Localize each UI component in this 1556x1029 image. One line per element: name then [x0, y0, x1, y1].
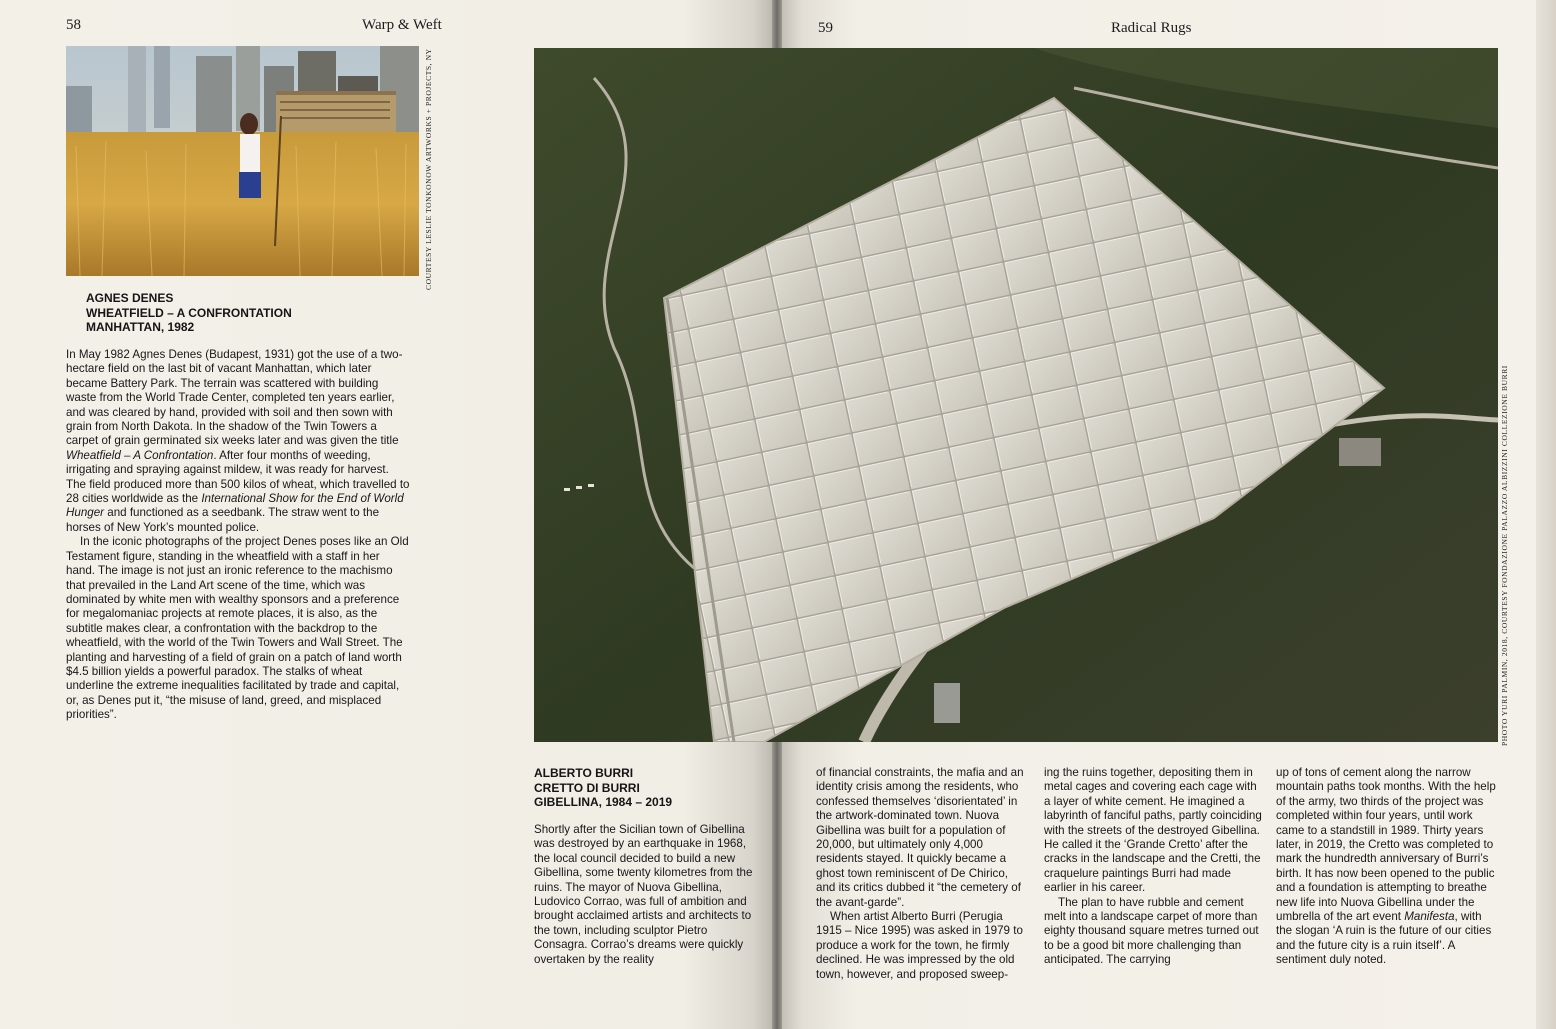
photo-credit: COURTESY LESLIE TONKONOW ARTWORKS + PROJECTS, NY	[424, 48, 433, 290]
page-number: 58	[66, 17, 81, 33]
running-head: Warp & Weft	[362, 17, 442, 33]
body-column-1	[534, 823, 756, 967]
caption-title: CRETTO DI BURRI	[534, 780, 640, 795]
next-page-edge	[1536, 0, 1556, 1029]
paragraph: The plan to have rubble and cement melt into a landscape carpet of more than eighty thousand square metres turned out to be a good bit more challenging than anticipated. The carrying	[1044, 895, 1259, 967]
photo-credit: PHOTO YURI PALMIN, 2018, COURTESY FONDAZIONE PALAZZO ALBIZZINI COLLEZIONE BURRI	[1500, 365, 1509, 746]
caption-artist: AGNES DENES	[86, 291, 174, 305]
running-head: Radical Rugs	[1111, 20, 1192, 36]
caption-artist: ALBERTO BURRI	[534, 766, 634, 780]
body-column-4	[1276, 766, 1498, 968]
body-column-3	[1044, 766, 1266, 968]
paragraph: up of tons of cement along the narrow mountain paths took months. With the help of the army, two thirds of the project was completed within four years, until work came to a standstill in 1989. Thirty years later, in 2019, the Cretto was completed to mark the hundredth anniversary of Burri’s birth. It has now been opened to the public and a foundation is attempting to breathe new life into Nuova Gibellina under the umbrella of the art event Manifesta, with the slogan ‘A ruin is the future of our cities and the future city is a ruin itself’. A sentiment duly noted.	[1276, 766, 1496, 967]
paragraph: In May 1982 Agnes Denes (Budapest, 1931) got the use of a two-hectare field on the last bit of vacant Manhattan, which later became Battery Park. The terrain was scattered with building waste from the World Trade Center, completed ten years earlier, and was cleared by hand, provided with soil and then sown with grain from North Dakota. In the shadow of the Twin Towers a carpet of grain germinated six weeks later and was given the title Wheatfield – A Confrontation. After four months of weeding, irrigating and spraying against mildew, it was ready for harvest. The field produced more than 500 kilos of wheat, which travelled to 28 cities worldwide as the International Show for the End of World Hunger and functioned as a seedbank. The straw went to the horses of New York’s mounted police.	[66, 348, 410, 534]
caption	[86, 291, 292, 335]
body-column-2	[816, 766, 1030, 982]
paragraph: of financial constraints, the mafia and an identity crisis among the residents, who confessed themselves ‘disorientated’ in the artwork-dominated town. Nuova Gibellina was built for a population of 20,000, but ultimately only 4,000 residents stayed. It quickly became a ghost town reminiscent of De Chirico, and its critics dubbed it “the cemetery of the avant-garde”.	[816, 766, 1024, 909]
caption-place-date: GIBELLINA, 1984 – 2019	[534, 795, 673, 809]
page-number: 59	[818, 20, 833, 36]
cretto-aerial-photo	[534, 48, 1498, 742]
caption-place-date: MANHATTAN, 1982	[86, 320, 195, 334]
paragraph: Shortly after the Sicilian town of Gibellina was destroyed by an earthquake in 1968, the local council decided to build a new Gibellina, some twenty kilometres from the ruins. The mayor of Nuova Gibellina, Ludovico Corrao, was full of ambition and brought acclaimed artists and architects to the town, including sculptor Pietro Consagra. Corrao’s dreams were quickly overtaken by the reality	[534, 823, 753, 966]
body-text	[66, 348, 410, 723]
caption-title: WHEATFIELD – A CONFRONTATION	[86, 305, 292, 320]
paragraph: In the iconic photographs of the project Denes poses like an Old Testament figure, standing in the wheatfield with a staff in her hand. The image is not just an ironic reference to the machismo that prevailed in the Land Art scene of the time, which was dominated by white men with wealthy sponsors and a preference for megalomaniac projects at remote places, it is also, as the subtitle makes clear, a confrontation with the backdrop to the wheatfield, with the world of the Twin Towers and Wall Street. The planting and harvesting of a field of grain on a patch of land worth $4.5 billion yields a powerful paradox. The stalks of wheat underline the extreme inequalities facilitated by trade and capital, or, as Denes put it, “the misuse of land, greed, and misplaced priorities”.	[66, 535, 409, 722]
paragraph: When artist Alberto Burri (Perugia 1915 – Nice 1995) was asked in 1979 to produce a work for the town, he firmly declined. He was impressed by the old town, however, and proposed sweep-	[816, 910, 1023, 981]
caption	[534, 766, 672, 810]
paragraph: ing the ruins together, depositing them in metal cages and covering each cage with a layer of white cement. He imagined a labyrinth of fanciful paths, partly coinciding with the streets of the destroyed Gibellina. He called it the ‘Grande Cretto’ after the cracks in the landscape and the Cretti, the craquelure paintings Burri had made earlier in his career.	[1044, 766, 1262, 895]
wheatfield-photo	[66, 46, 419, 276]
